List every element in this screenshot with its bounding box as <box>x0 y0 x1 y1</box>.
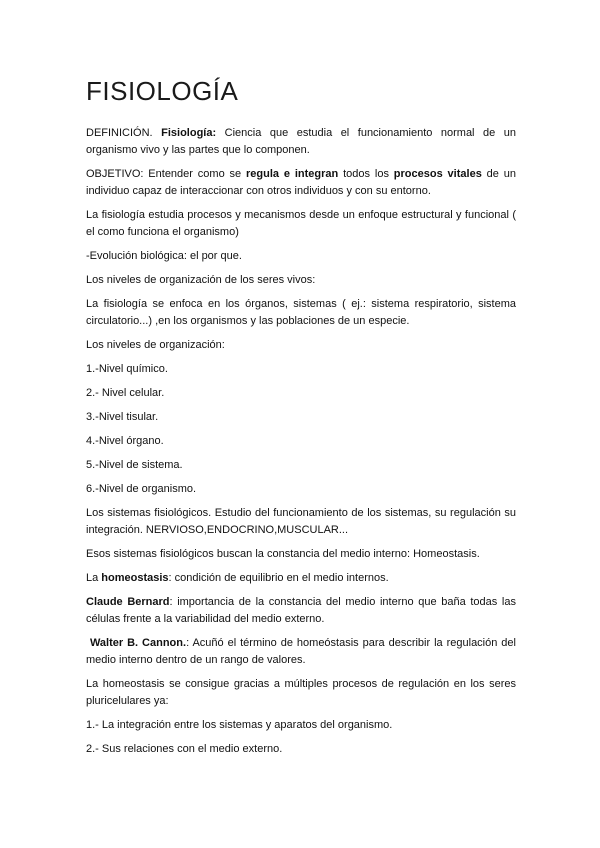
cannon-text: : Acuñó el término de homeóstasis para describir la regulación del medio interno dentro de un rango de valores. <box>86 637 516 666</box>
level-item: 2.- Nivel celular. <box>86 387 165 399</box>
objective-label: OBJETIVO: Entender como se <box>86 168 247 180</box>
definition-text: Ciencia que estudia el funcionamiento normal de un organismo vivo y las partes que lo componen. <box>86 127 516 156</box>
consigue-paragraph: La homeostasis se consigue gracias a múltiples procesos de regulación en los seres pluricelulares ya: <box>86 678 516 707</box>
objective-paragraph <box>86 166 516 200</box>
list-item: 2.- Sus relaciones con el medio externo. <box>86 743 283 755</box>
definition-term: Fisiología: <box>161 127 217 139</box>
objective-bold-1: regula e integran <box>246 168 339 180</box>
level-item: 3.-Nivel tisular. <box>86 411 159 423</box>
sistemas-paragraph: Los sistemas fisiológicos. Estudio del funcionamiento de los sistemas, su regulación su integración. NERVIOSO,ENDOCRINO,MUSCULAR... <box>86 507 516 536</box>
page-title: FISIOLOGÍA <box>86 76 239 106</box>
bernard-name: Claude Bernard <box>86 596 170 608</box>
bernard-text: : importancia de la constancia del medio interno que baña todas las células frente a la variabilidad del medio externo. <box>86 596 516 625</box>
cannon-name: Walter B. Cannon. <box>89 637 187 649</box>
homeostasis-term: homeostasis <box>101 572 169 584</box>
evolucion-paragraph: -Evolución biológica: el por que. <box>86 250 242 262</box>
homeostasis-pre: La <box>86 572 102 584</box>
fisiologia-paragraph: La fisiología estudia procesos y mecanismos desde un enfoque estructural y funcional ( el como funciona el organismo) <box>86 209 516 238</box>
objective-text-1: todos los <box>338 168 394 180</box>
niveles-org-paragraph: Los niveles de organización: <box>86 339 225 351</box>
cannon-paragraph <box>86 635 516 669</box>
level-item: 1.-Nivel químico. <box>86 363 168 375</box>
homeostasis-paragraph <box>86 570 516 587</box>
niveles-seres-paragraph: Los niveles de organización de los seres vivos: <box>86 274 316 286</box>
level-item: 4.-Nivel órgano. <box>86 435 164 447</box>
level-item: 5.-Nivel de sistema. <box>86 459 183 471</box>
homeostasis-text: : condición de equilibrio en el medio internos. <box>168 572 389 584</box>
esos-paragraph: Esos sistemas fisiológicos buscan la constancia del medio interno: Homeostasis. <box>86 548 480 560</box>
list-item: 1.- La integración entre los sistemas y aparatos del organismo. <box>86 719 393 731</box>
definition-paragraph <box>86 125 516 159</box>
objective-bold-2: procesos vitales <box>393 168 482 180</box>
level-item: 6.-Nivel de organismo. <box>86 483 197 495</box>
enfoca-paragraph: La fisiología se enfoca en los órganos, sistemas ( ej.: sistema respiratorio, sistema circulatorio...) ,en los organismos y las poblaciones de un especie. <box>86 298 516 327</box>
objective-text-2: de un individuo capaz de interaccionar con otros individuos y con su entorno. <box>86 168 516 197</box>
document-body <box>86 125 516 765</box>
bernard-paragraph <box>86 594 516 628</box>
definition-label: DEFINICIÓN. <box>86 127 153 139</box>
